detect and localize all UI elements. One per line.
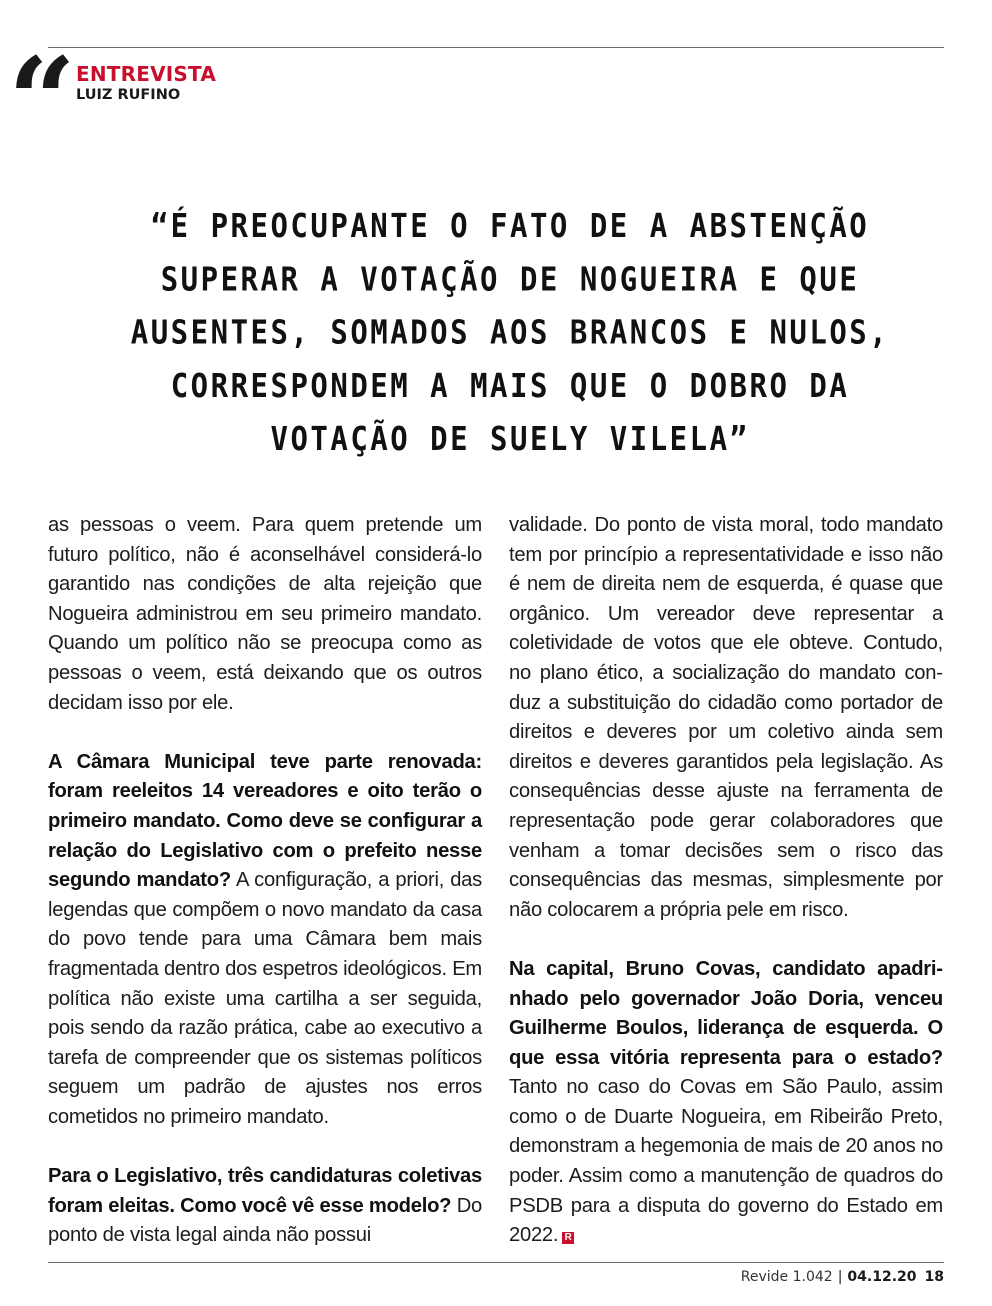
- top-rule: [48, 47, 944, 48]
- right-column: [509, 511, 943, 1280]
- quote-mark-icon: “: [8, 31, 70, 170]
- publication-label: Revide 1.042: [740, 1269, 833, 1285]
- issue-date: 04.12.20: [847, 1269, 917, 1285]
- question-text: Para o Legislativo, três candidaturas coletivas foram eleitas. Como você vê esse modelo?: [48, 1165, 482, 1217]
- answer-text: as pessoas o veem. Para quem pretende um futuro político, não é aconselhável considerá-lo garantido nas condições de alta rejeição que Nogueira administrou em seu primeiro mandato. Quando um político não se preocupa como as pessoas o veem, está deixando que os outros decidam isso por ele.: [48, 514, 482, 714]
- answer-text: A configuração, a priori, das legendas que compõem o novo mandato da casa do povo tende para uma Câmara bem mais fragmentada dentro dos espetros ideológicos. Em política não existe uma cartilha a ser seguida, pois sendo da razão prática, cabe ao executivo a tarefa de compreender que os sistemas políticos seguem um padrão de ajustes nos erros cometidos no primeiro mandato.: [48, 869, 482, 1128]
- answer-text: validade. Do ponto de vista moral, todo mandato tem por princípio a representatividade e isso não é nem de direita nem de esquerda, é quase que orgânico. Um vereador deve representar a coletividade de votos que ele obteve. Contudo, no plano ético, a socialização do mandato conduz a substituição do cidadão como portador de direitos e deveres por um coletivo ainda sem direitos e deveres garantidos pela legislação. As consequências desse ajuste na ferramenta de representação pode gerar colaboradores que venham a tomar decisões sem o risco das consequências das mesmas, simplesmente por não colocarem a própria pele em risco.: [509, 514, 943, 921]
- qa-paragraph: [509, 955, 943, 1251]
- answer-text: Tanto no caso do Covas em São Paulo, assim como o de Duarte Nogueira, em Ribeirão Preto, demonstram a hegemonia de mais de 20 anos no poder. Assim como a manutenção de quadros do PSDB para a disputa do governo do Estado em 2022.: [509, 1076, 943, 1247]
- section-label: ENTREVISTA: [76, 62, 216, 86]
- left-column: [48, 511, 482, 1280]
- end-mark-icon: R: [562, 1232, 574, 1244]
- page-footer: [741, 1269, 944, 1285]
- question-text: Na capital, Bruno Covas, candidato apadrinhado pelo governador João Doria, venceu Guilherme Boulos, liderança de esquerda. O que essa vitória representa para o estado?: [509, 957, 943, 1069]
- author-label: LUIZ RUFINO: [76, 87, 181, 103]
- qa-paragraph: [48, 1162, 482, 1251]
- page-number: 18: [924, 1269, 944, 1285]
- question-text: A Câmara Municipal teve parte renovada: foram reeleitos 14 vereadores e oito terão o primeiro mandato. Como deve se configurar a relação do Legislativo com o prefeito nesse segundo mandato?: [48, 750, 482, 892]
- answer-text: Do ponto de vista legal ainda não possui: [48, 1194, 482, 1247]
- footer-separator: |: [837, 1269, 843, 1285]
- paragraph: [48, 511, 482, 718]
- qa-paragraph: [48, 748, 482, 1133]
- paragraph: [509, 511, 943, 925]
- bottom-rule: [48, 1262, 944, 1263]
- pull-quote: “É PREOCUPANTE O FATO DE A ABSTENÇÃO SUPERAR A VOTAÇÃO DE NOGUEIRA E QUE AUSENTES, SOMADOS AOS BRANCOS E NULOS, CORRESPONDEM A MAIS QUE O DOBRO DA VOTAÇÃO DE SUELY VILELA”: [130, 206, 890, 458]
